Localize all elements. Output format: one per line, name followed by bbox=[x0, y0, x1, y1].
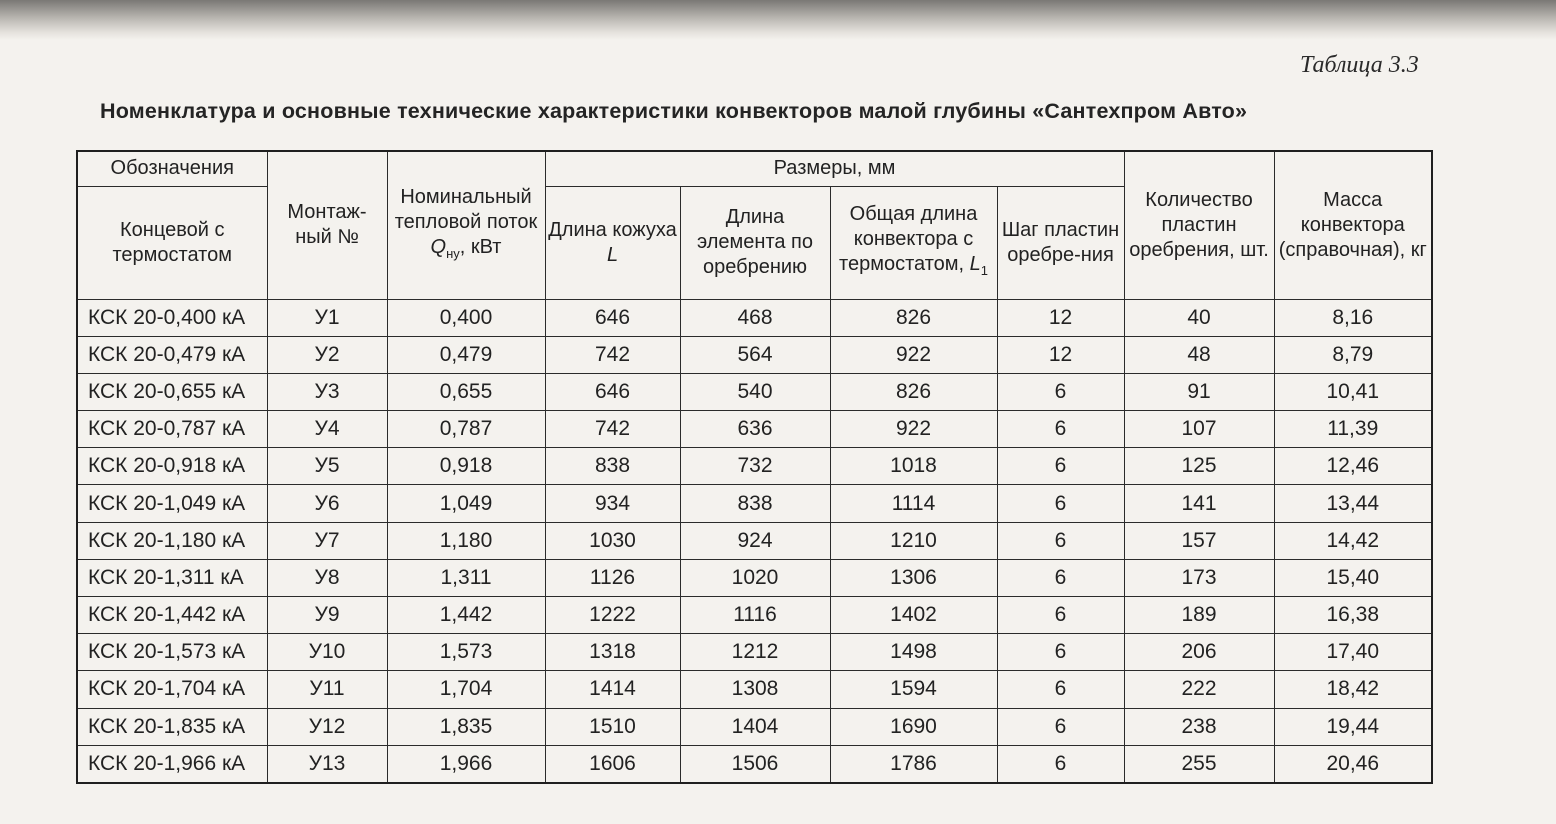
cell-mount-no: У7 bbox=[267, 522, 387, 559]
cell-mass: 17,40 bbox=[1274, 634, 1432, 671]
cell-total-length: 1690 bbox=[830, 708, 997, 745]
cell-casing-length: 934 bbox=[545, 485, 680, 522]
cell-total-length: 826 bbox=[830, 299, 997, 336]
cell-total-length: 1594 bbox=[830, 671, 997, 708]
cell-element-length: 540 bbox=[680, 373, 830, 410]
cell-fin-pitch: 6 bbox=[997, 745, 1124, 783]
cell-nominal-flow: 1,049 bbox=[387, 485, 545, 522]
table-header bbox=[77, 151, 1432, 299]
header-mount-no: Монтаж-ный № bbox=[267, 151, 387, 299]
cell-name: КСК 20-0,918 кА bbox=[77, 448, 267, 485]
cell-name: КСК 20-1,311 кА bbox=[77, 559, 267, 596]
table-row bbox=[77, 745, 1432, 783]
table-row bbox=[77, 671, 1432, 708]
cell-element-length: 1116 bbox=[680, 597, 830, 634]
table-row bbox=[77, 448, 1432, 485]
cell-nominal-flow: 1,966 bbox=[387, 745, 545, 783]
cell-casing-length: 646 bbox=[545, 299, 680, 336]
cell-casing-length: 742 bbox=[545, 411, 680, 448]
cell-nominal-flow: 0,787 bbox=[387, 411, 545, 448]
cell-mount-no: У6 bbox=[267, 485, 387, 522]
cell-fin-count: 125 bbox=[1124, 448, 1274, 485]
cell-name: КСК 20-1,966 кА bbox=[77, 745, 267, 783]
table-number: Таблица 3.3 bbox=[1300, 52, 1419, 78]
cell-element-length: 1020 bbox=[680, 559, 830, 596]
table-row bbox=[77, 597, 1432, 634]
table-row bbox=[77, 634, 1432, 671]
table-row bbox=[77, 559, 1432, 596]
cell-nominal-flow: 0,479 bbox=[387, 336, 545, 373]
cell-nominal-flow: 0,918 bbox=[387, 448, 545, 485]
header-casing-length bbox=[545, 186, 680, 299]
cell-element-length: 1212 bbox=[680, 634, 830, 671]
cell-mount-no: У1 bbox=[267, 299, 387, 336]
cell-name: КСК 20-1,704 кА bbox=[77, 671, 267, 708]
cell-fin-count: 189 bbox=[1124, 597, 1274, 634]
table-container bbox=[76, 150, 1433, 784]
cell-total-length: 1498 bbox=[830, 634, 997, 671]
table-title: Номенклатура и основные технические характеристики конвекторов малой глубины «Сантехпром Авто» bbox=[100, 99, 1248, 123]
cell-total-length: 1306 bbox=[830, 559, 997, 596]
header-dimensions: Размеры, мм bbox=[545, 151, 1124, 186]
cell-nominal-flow: 1,442 bbox=[387, 597, 545, 634]
cell-total-length: 922 bbox=[830, 336, 997, 373]
header-nominal-flow-symbol: Q bbox=[430, 235, 447, 258]
cell-mount-no: У9 bbox=[267, 597, 387, 634]
cell-mass: 13,44 bbox=[1274, 485, 1432, 522]
cell-mount-no: У11 bbox=[267, 671, 387, 708]
cell-mass: 15,40 bbox=[1274, 559, 1432, 596]
cell-fin-pitch: 6 bbox=[997, 522, 1124, 559]
cell-mount-no: У3 bbox=[267, 373, 387, 410]
cell-mount-no: У12 bbox=[267, 708, 387, 745]
cell-element-length: 564 bbox=[680, 336, 830, 373]
cell-mass: 16,38 bbox=[1274, 597, 1432, 634]
cell-fin-count: 141 bbox=[1124, 485, 1274, 522]
cell-mass: 18,42 bbox=[1274, 671, 1432, 708]
table-row bbox=[77, 485, 1432, 522]
cell-element-length: 838 bbox=[680, 485, 830, 522]
cell-mount-no: У4 bbox=[267, 411, 387, 448]
header-total-length-symbol: L bbox=[969, 253, 981, 275]
cell-element-length: 1506 bbox=[680, 745, 830, 783]
cell-total-length: 1786 bbox=[830, 745, 997, 783]
cell-nominal-flow: 0,400 bbox=[387, 299, 545, 336]
cell-fin-pitch: 6 bbox=[997, 559, 1124, 596]
cell-fin-pitch: 6 bbox=[997, 448, 1124, 485]
cell-fin-pitch: 6 bbox=[997, 373, 1124, 410]
cell-casing-length: 838 bbox=[545, 448, 680, 485]
cell-casing-length: 1414 bbox=[545, 671, 680, 708]
cell-casing-length: 1510 bbox=[545, 708, 680, 745]
cell-mount-no: У13 bbox=[267, 745, 387, 783]
cell-casing-length: 1126 bbox=[545, 559, 680, 596]
cell-name: КСК 20-1,835 кА bbox=[77, 708, 267, 745]
cell-fin-pitch: 6 bbox=[997, 708, 1124, 745]
cell-mass: 11,39 bbox=[1274, 411, 1432, 448]
header-casing-length-text: Длина кожуха bbox=[548, 218, 677, 241]
cell-casing-length: 1030 bbox=[545, 522, 680, 559]
cell-casing-length: 1606 bbox=[545, 745, 680, 783]
header-element-length: Длина элемента по оребрению bbox=[680, 186, 830, 299]
header-total-length-text: Общая длина конвектора с термостатом, bbox=[839, 203, 978, 275]
cell-name: КСК 20-0,655 кА bbox=[77, 373, 267, 410]
cell-casing-length: 646 bbox=[545, 373, 680, 410]
table-row bbox=[77, 708, 1432, 745]
cell-fin-pitch: 12 bbox=[997, 336, 1124, 373]
table-row bbox=[77, 411, 1432, 448]
cell-fin-pitch: 12 bbox=[997, 299, 1124, 336]
header-fin-count: Количество пластин оребрения, шт. bbox=[1124, 151, 1274, 299]
header-nominal-flow-sub: ну bbox=[446, 245, 460, 261]
header-nominal-flow bbox=[387, 151, 545, 299]
cell-casing-length: 1222 bbox=[545, 597, 680, 634]
cell-element-length: 468 bbox=[680, 299, 830, 336]
header-mass: Масса конвектора (справочная), кг bbox=[1274, 151, 1432, 299]
header-designations: Обозначения bbox=[77, 151, 267, 186]
cell-fin-count: 107 bbox=[1124, 411, 1274, 448]
cell-casing-length: 742 bbox=[545, 336, 680, 373]
cell-name: КСК 20-1,442 кА bbox=[77, 597, 267, 634]
cell-mass: 8,79 bbox=[1274, 336, 1432, 373]
cell-fin-count: 206 bbox=[1124, 634, 1274, 671]
cell-fin-count: 255 bbox=[1124, 745, 1274, 783]
cell-mass: 19,44 bbox=[1274, 708, 1432, 745]
cell-name: КСК 20-1,573 кА bbox=[77, 634, 267, 671]
cell-nominal-flow: 1,180 bbox=[387, 522, 545, 559]
cell-element-length: 1404 bbox=[680, 708, 830, 745]
cell-name: КСК 20-0,787 кА bbox=[77, 411, 267, 448]
cell-mount-no: У5 bbox=[267, 448, 387, 485]
cell-name: КСК 20-1,049 кА bbox=[77, 485, 267, 522]
header-fin-pitch: Шаг пластин оребре-ния bbox=[997, 186, 1124, 299]
table-row bbox=[77, 522, 1432, 559]
header-casing-length-symbol: L bbox=[606, 243, 619, 266]
cell-mount-no: У8 bbox=[267, 559, 387, 596]
cell-name: КСК 20-0,479 кА bbox=[77, 336, 267, 373]
header-nominal-flow-text: Номинальный тепловой поток bbox=[394, 185, 538, 233]
cell-fin-pitch: 6 bbox=[997, 671, 1124, 708]
cell-total-length: 1210 bbox=[830, 522, 997, 559]
cell-total-length: 1402 bbox=[830, 597, 997, 634]
header-end-with-thermostat: Концевой с термостатом bbox=[77, 186, 267, 299]
table-row bbox=[77, 373, 1432, 410]
cell-nominal-flow: 1,311 bbox=[387, 559, 545, 596]
cell-name: КСК 20-1,180 кА bbox=[77, 522, 267, 559]
cell-element-length: 1308 bbox=[680, 671, 830, 708]
cell-name: КСК 20-0,400 кА bbox=[77, 299, 267, 336]
cell-casing-length: 1318 bbox=[545, 634, 680, 671]
table-row bbox=[77, 299, 1432, 336]
cell-element-length: 732 bbox=[680, 448, 830, 485]
cell-total-length: 1018 bbox=[830, 448, 997, 485]
table-row bbox=[77, 336, 1432, 373]
cell-total-length: 826 bbox=[830, 373, 997, 410]
cell-mount-no: У2 bbox=[267, 336, 387, 373]
cell-fin-count: 238 bbox=[1124, 708, 1274, 745]
cell-element-length: 636 bbox=[680, 411, 830, 448]
cell-fin-pitch: 6 bbox=[997, 411, 1124, 448]
header-nominal-flow-unit: , кВт bbox=[459, 235, 502, 258]
header-total-length bbox=[830, 186, 997, 299]
cell-fin-count: 40 bbox=[1124, 299, 1274, 336]
cell-mount-no: У10 bbox=[267, 634, 387, 671]
header-total-length-sub: 1 bbox=[980, 263, 988, 278]
table-body bbox=[77, 299, 1432, 783]
scan-edge-shadow bbox=[0, 0, 1556, 40]
cell-fin-count: 91 bbox=[1124, 373, 1274, 410]
cell-element-length: 924 bbox=[680, 522, 830, 559]
convector-spec-table bbox=[76, 150, 1433, 784]
cell-mass: 12,46 bbox=[1274, 448, 1432, 485]
cell-fin-pitch: 6 bbox=[997, 597, 1124, 634]
cell-mass: 14,42 bbox=[1274, 522, 1432, 559]
cell-fin-pitch: 6 bbox=[997, 485, 1124, 522]
cell-nominal-flow: 1,704 bbox=[387, 671, 545, 708]
cell-fin-count: 157 bbox=[1124, 522, 1274, 559]
cell-total-length: 1114 bbox=[830, 485, 997, 522]
cell-nominal-flow: 0,655 bbox=[387, 373, 545, 410]
cell-total-length: 922 bbox=[830, 411, 997, 448]
cell-fin-count: 173 bbox=[1124, 559, 1274, 596]
cell-mass: 20,46 bbox=[1274, 745, 1432, 783]
cell-fin-count: 48 bbox=[1124, 336, 1274, 373]
cell-nominal-flow: 1,835 bbox=[387, 708, 545, 745]
cell-mass: 10,41 bbox=[1274, 373, 1432, 410]
cell-fin-count: 222 bbox=[1124, 671, 1274, 708]
cell-fin-pitch: 6 bbox=[997, 634, 1124, 671]
cell-nominal-flow: 1,573 bbox=[387, 634, 545, 671]
cell-mass: 8,16 bbox=[1274, 299, 1432, 336]
